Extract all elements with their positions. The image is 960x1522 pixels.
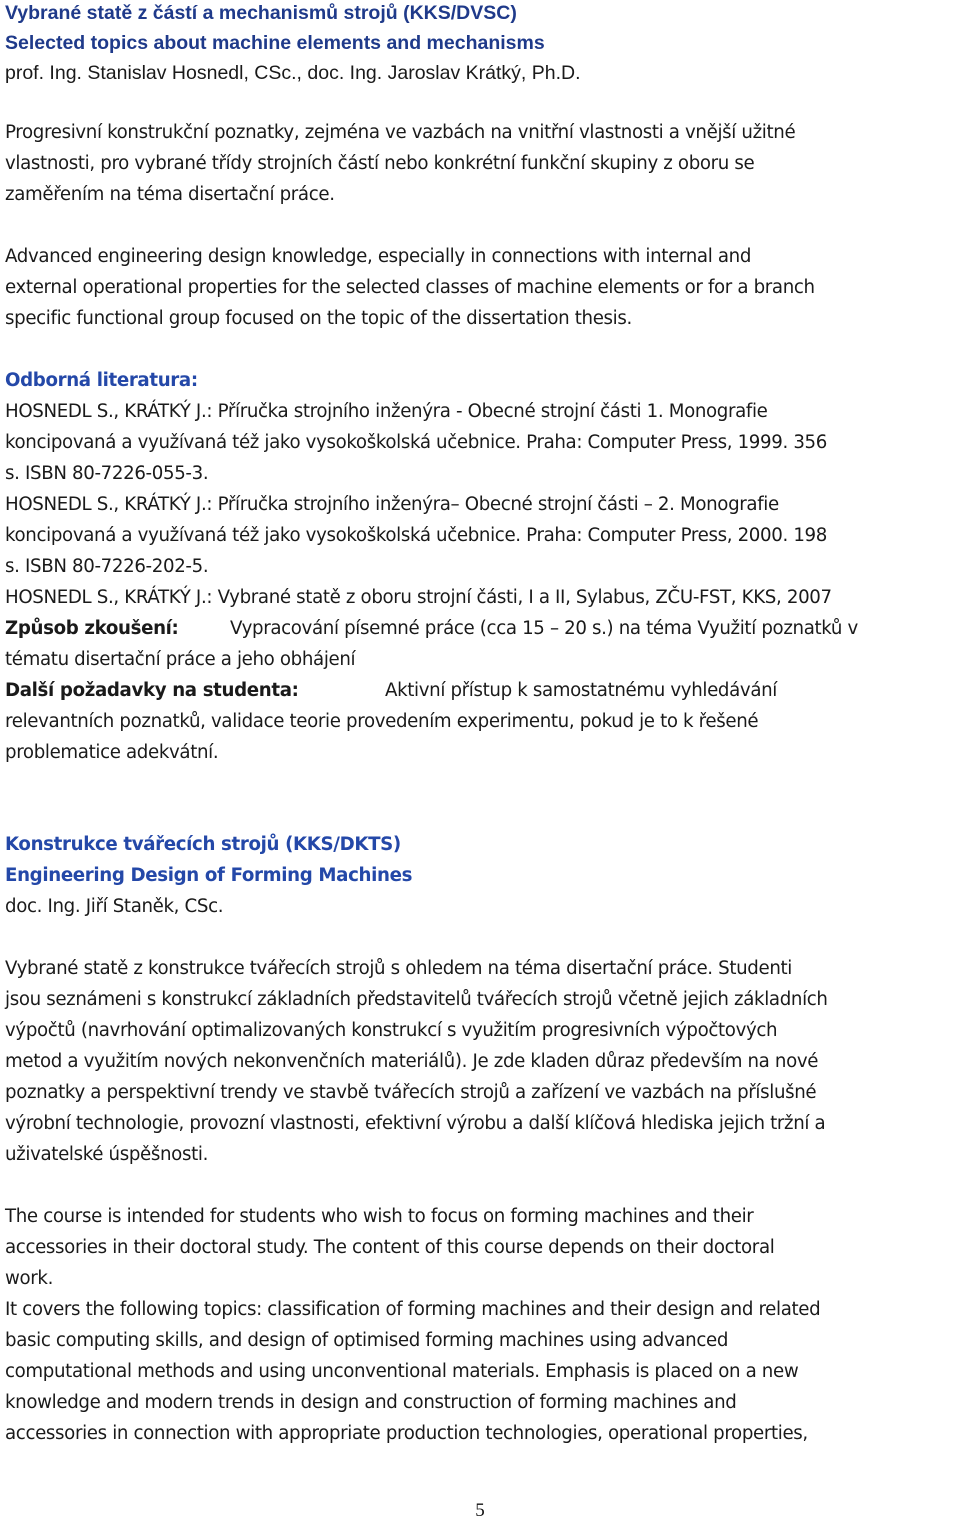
course2-desc-en-line: It covers the following topics: classification of forming machines and their design and related	[5, 1299, 821, 1320]
course1-desc-cz-line: vlastnosti, pro vybrané třídy strojních částí nebo konkrétní funkční skupiny z oboru se	[5, 153, 755, 174]
literature-heading: Odborná literatura:	[5, 370, 198, 391]
course1-desc-en-line: external operational properties for the selected classes of machine elements or for a branch	[5, 277, 815, 298]
course2-title-cz: Konstrukce tvářecích strojů (KKS/DKTS)	[5, 834, 401, 855]
course2-title-en: Engineering Design of Forming Machines	[5, 865, 413, 886]
course1-desc-cz-line: zaměřením na téma disertační práce.	[5, 184, 335, 205]
course1-desc-en-line: Advanced engineering design knowledge, especially in connections with internal and	[5, 246, 752, 267]
course2-desc-en-line: computational methods and using unconventional materials. Emphasis is placed on a new	[5, 1361, 799, 1382]
course2-lecturer: doc. Ing. Jiří Staněk, CSc.	[5, 896, 224, 917]
page-number: 5	[475, 1500, 485, 1521]
course2-desc-cz-line: metod a využitím nových nekonvenčních materiálů). Je zde kladen důraz především na nové	[5, 1051, 819, 1072]
course2-desc-en-line: work.	[5, 1268, 54, 1289]
course2-desc-cz-line: výrobní technologie, provozní vlastnosti, efektivní výrobu a další klíčová hlediska jejich tržní a	[5, 1113, 826, 1134]
exam-text: tématu disertační práce a jeho obhájení	[5, 649, 356, 670]
literature-line: HOSNEDL S., KRÁTKÝ J.: Vybrané statě z oboru strojní části, I a II, Sylabus, ZČU-FST, KKS, 2007	[5, 587, 832, 608]
course1-desc-cz-line: Progresivní konstrukční poznatky, zejména ve vazbách na vnitřní vlastnosti a vnější užitné	[5, 122, 796, 143]
course2-desc-cz-line: výpočtů (navrhování optimalizovaných konstrukcí s využitím progresivních výpočtových	[5, 1020, 778, 1041]
requirements-label: Další požadavky na studenta:	[5, 680, 299, 701]
course2-desc-cz-line: uživatelské úspěšnosti.	[5, 1144, 208, 1165]
requirements-text: problematice adekvátní.	[5, 742, 219, 763]
course2-desc-en-line: basic computing skills, and design of optimised forming machines using advanced	[5, 1330, 729, 1351]
course2-desc-cz-line: poznatky a perspektivní trendy ve stavbě tvářecích strojů a zařízení ve vazbách na příslušné	[5, 1082, 817, 1103]
course2-desc-en-line: The course is intended for students who wish to focus on forming machines and their	[5, 1206, 754, 1227]
course1-title-en: Selected topics about machine elements and mechanisms	[5, 32, 545, 54]
requirements-text: relevantních poznatků, validace teorie provedením experimentu, pokud je to k řešené	[5, 711, 759, 732]
course1-desc-en-line: specific functional group focused on the topic of the dissertation thesis.	[5, 308, 632, 329]
literature-line: koncipovaná a využívaná též jako vysokoškolská učebnice. Praha: Computer Press, 1999. 356	[5, 432, 827, 453]
literature-line: s. ISBN 80-7226-055-3.	[5, 463, 209, 484]
course2-desc-en-line: knowledge and modern trends in design and construction of forming machines and	[5, 1392, 737, 1413]
course1-lecturers: prof. Ing. Stanislav Hosnedl, CSc., doc. Ing. Jaroslav Krátký, Ph.D.	[5, 62, 581, 84]
literature-line: s. ISBN 80-7226-202-5.	[5, 556, 209, 577]
exam-text: Vypracování písemné práce (cca 15 – 20 s.) na téma Využití poznatků v	[230, 618, 858, 639]
course2-desc-en-line: accessories in their doctoral study. The content of this course depends on their doctoral	[5, 1237, 775, 1258]
course2-desc-en-line: accessories in connection with appropriate production technologies, operational properties,	[5, 1423, 808, 1444]
course2-desc-cz-line: Vybrané statě z konstrukce tvářecích strojů s ohledem na téma disertační práce. Studenti	[5, 958, 793, 979]
literature-line: koncipovaná a využívaná též jako vysokoškolská učebnice. Praha: Computer Press, 2000. 198	[5, 525, 827, 546]
literature-line: HOSNEDL S., KRÁTKÝ J.: Příručka strojního inženýra - Obecné strojní části 1. Monografie	[5, 401, 768, 422]
literature-line: HOSNEDL S., KRÁTKÝ J.: Příručka strojního inženýra– Obecné strojní části – 2. Monografie	[5, 494, 779, 515]
course2-desc-cz-line: jsou seznámeni s konstrukcí základních představitelů tvářecích strojů včetně jejich základních	[5, 989, 828, 1010]
course1-title-cz: Vybrané statě z částí a mechanismů strojů (KKS/DVSC)	[5, 2, 517, 24]
exam-label: Způsob zkoušení:	[5, 618, 179, 639]
requirements-text: Aktivní přístup k samostatnému vyhledávání	[385, 680, 777, 701]
